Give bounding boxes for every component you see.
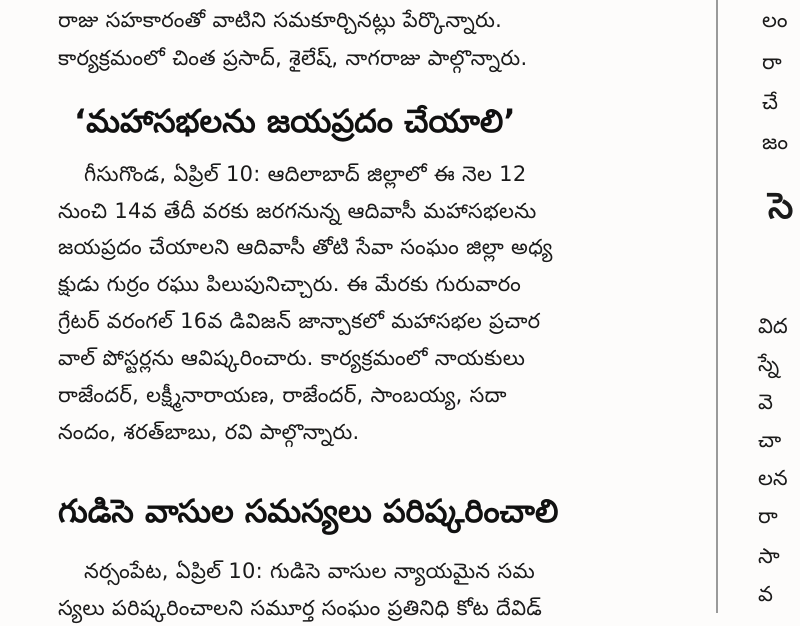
article-headline: గుడిసె వాసుల సమస్యలు పరిష్కరించాలి <box>58 492 559 530</box>
column-divider <box>716 0 718 613</box>
paragraph-line: స్నే <box>758 352 780 376</box>
article-line: గ్రేటర్ వరంగల్ 16వ డివిజన్ జాన్పాకలో మహాసభల ప్రచార <box>58 309 541 333</box>
paragraph-line: రా <box>762 50 782 74</box>
paragraph-line: వె <box>758 390 773 414</box>
right-column <box>722 0 800 613</box>
article-line: నందం, శరత్‌బాబు, రవి పాల్గొన్నారు. <box>58 420 360 444</box>
paragraph-line: చే <box>762 90 778 114</box>
article-line: నర్సంపేట, ఏప్రిల్ 10: గుడిసె వాసుల న్యాయమైన సమ <box>84 559 535 583</box>
paragraph-line: వ <box>758 582 773 606</box>
paragraph-line: జం <box>762 130 788 154</box>
article-line: నుంచి 14వ తేదీ వరకు జరగనున్న ఆదివాసీ మహాసభలను <box>58 199 537 223</box>
article-line: జయప్రదం చేయాలని ఆదివాసీ తోటి సేవా సంఘం జిల్లా అధ్య <box>58 235 553 259</box>
article-line: గీసుగొండ, ఏప్రిల్ 10: ఆదిలాబాద్ జిల్లాలో ఈ నెల 12 <box>84 162 527 186</box>
article-headline: సె <box>768 186 794 227</box>
article-line: క్షుడు గుర్రం రఘు పిలుపునిచ్చారు. ఈ మేరకు గురువారం <box>58 272 522 296</box>
paragraph-line: చా <box>758 428 782 452</box>
article-line: స్యలు పరిష్కరించాలని సమూర్త సంఘం ప్రతినిధి కోట దేవిడ్ <box>58 596 543 620</box>
paragraph-line: రా <box>758 504 778 528</box>
paragraph-line: సా <box>758 544 780 568</box>
paragraph-line: లం <box>762 8 788 32</box>
paragraph-line: లన <box>758 466 788 490</box>
article-line: వాల్ పోస్టర్లను ఆవిష్కరించారు. కార్యక్రమంలో నాయకులు <box>58 346 526 370</box>
paragraph-line: కార్యక్రమంలో చింత ప్రసాద్, శైలేష్, నాగరాజు పాల్గొన్నారు. <box>58 46 528 70</box>
paragraph-line: విద <box>758 314 788 338</box>
paragraph-line: రాజు సహకారంతో వాటిని సమకూర్చినట్లు పేర్కొన్నారు. <box>58 8 503 32</box>
article-headline: ‘మహాసభలను జయప్రదం చేయాలి’ <box>74 102 516 140</box>
article-line: రాజేందర్, లక్ష్మీనారాయణ, రాజేందర్, సాంబయ్య, సదా <box>58 383 507 407</box>
